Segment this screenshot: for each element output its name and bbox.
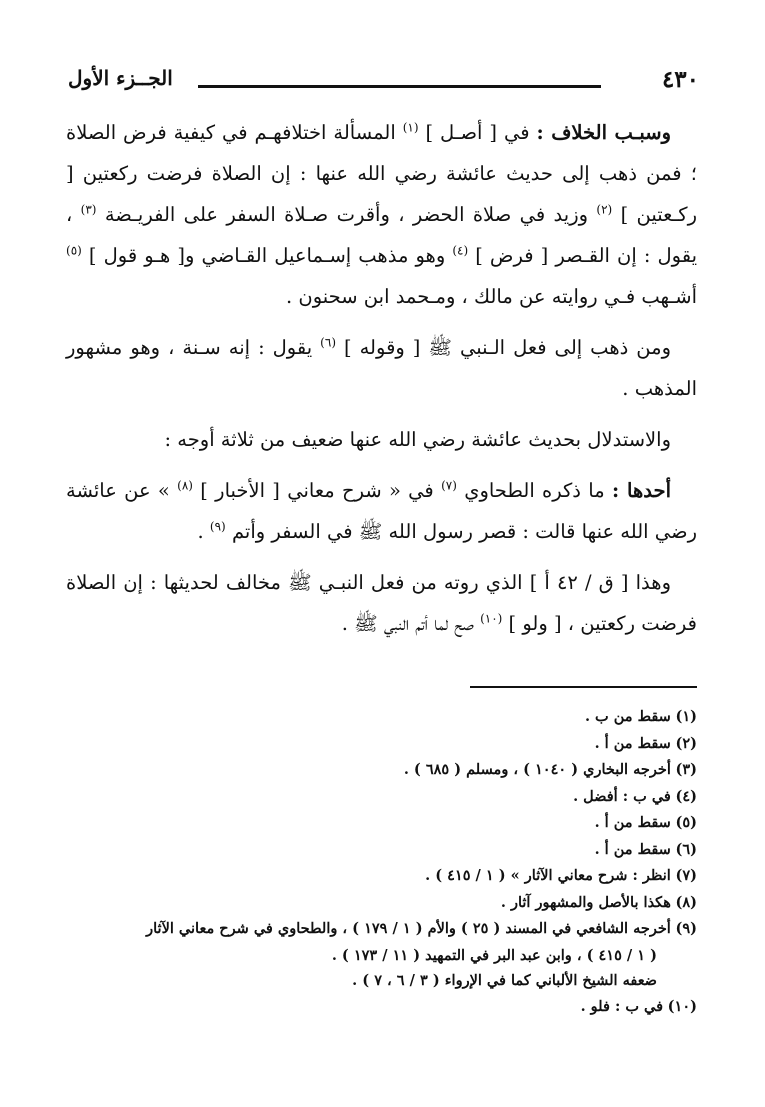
footnote-number: (٤) bbox=[675, 787, 697, 805]
paragraph-cause-of-dispute bbox=[66, 112, 697, 317]
footnote-marker: (١٠) bbox=[480, 611, 503, 626]
footnote-number: (٢) bbox=[675, 734, 697, 752]
footnote-number: (٧) bbox=[675, 867, 697, 884]
text-run: . bbox=[197, 520, 204, 543]
footnote bbox=[58, 863, 697, 890]
footnote-marker: (٨) bbox=[177, 478, 193, 493]
footnote-marker: (٧) bbox=[441, 478, 457, 493]
text-run: وهذا [ ق / ٤٢ أ ] الذي روته من فعل النبـي ﷺ مخالف لحديثها : إن الصلاة فرضت ركعتين ، [ ولو ] bbox=[66, 571, 697, 635]
text-run: وهو مذهب إسـماعيل القـاضي و[ هـو قول ] bbox=[88, 244, 446, 267]
footnotes bbox=[58, 704, 697, 1020]
paragraph-prophet-practice bbox=[66, 327, 697, 409]
footnote-text: سقط من أ . bbox=[594, 840, 671, 858]
footnote bbox=[58, 731, 697, 758]
text-run: والاستدلال بحديث عائشة رضي الله عنها ضعيف من ثلاثة أوجه : bbox=[164, 428, 671, 451]
footnote-continuation bbox=[58, 943, 697, 969]
footnote-number: (٦) bbox=[675, 840, 697, 858]
paragraph-argument bbox=[66, 419, 697, 460]
footnote-text: سقط من ب . bbox=[584, 708, 671, 725]
footnote-marker: (١) bbox=[402, 120, 419, 135]
page-header bbox=[68, 66, 699, 106]
footnote-marker: (٦) bbox=[320, 335, 336, 350]
footnote-text: أخرجه الشافعي في المسند ( ٢٥ ) والأم ( ١ / ١٧٩ ) ، والطحاوي في شرح معاني الآثار bbox=[146, 920, 671, 937]
footnote bbox=[58, 810, 697, 837]
footnote-text: سقط من أ . bbox=[594, 814, 671, 831]
footnote bbox=[58, 784, 697, 811]
main-text bbox=[66, 112, 697, 654]
text-run: وزيد في صلاة الحضر ، وأقرت صـلاة السفر على الفريـضة bbox=[104, 203, 589, 226]
text-run: يقول : إنه سـنة ، وهو مشهور المذهب . bbox=[66, 336, 697, 400]
footnote bbox=[58, 916, 697, 943]
footnote bbox=[58, 994, 697, 1021]
footnote-text: سقط من أ . bbox=[594, 734, 671, 752]
footnote-marker: (٩) bbox=[209, 519, 226, 534]
text-run: » عن عائشة رضي الله عنها قالت : قصر رسول الله ﷺ في السفر وأتم bbox=[66, 479, 697, 543]
footnote-number: (٣) bbox=[675, 761, 697, 778]
text-run: ، يقول : إن القـصر [ فرض ] bbox=[66, 203, 697, 267]
footnote-marker: (٢) bbox=[596, 202, 613, 217]
paragraph-first-point bbox=[66, 470, 697, 552]
footnote-text: ضعفه الشيخ الألباني كما في الإرواء ( ٣ / ٦ ، ٧ ) . bbox=[352, 972, 657, 989]
footnote-text: ( ١ / ٤١٥ ) ، وابن عبد البر في التمهيد ( ١١ / ١٧٣ ) . bbox=[331, 946, 657, 964]
footnote-marker: (٤) bbox=[452, 243, 469, 258]
footnote-text: أخرجه البخاري ( ١٠٤٠ ) ، ومسلم ( ٦٨٥ ) . bbox=[403, 761, 671, 778]
text-run: في « شرح معاني [ الأخبار ] bbox=[200, 479, 434, 502]
text-run: ما ذكره الطحاوي bbox=[464, 479, 605, 502]
footnote-text: انظر : شرح معاني الآثار » ( ١ / ٤١٥ ) . bbox=[425, 867, 671, 884]
text-run: صح لما أتم النبي ﷺ . bbox=[341, 612, 474, 635]
part-title: الجــزء الأول bbox=[68, 66, 173, 90]
section-lead: وسبـب الخلاف : bbox=[536, 121, 672, 144]
text-run: ومن ذهب إلى فعل الـنبي ﷺ [ وقوله ] bbox=[344, 336, 671, 359]
footnote-number: (١) bbox=[675, 708, 697, 725]
footnote-text: هكذا بالأصل والمشهور آثار . bbox=[500, 893, 671, 911]
text-run: في [ أصـل ] bbox=[425, 121, 530, 144]
footnote-marker: (٣) bbox=[80, 202, 97, 217]
footnote-text: في ب : أفضل . bbox=[573, 787, 671, 805]
footnote bbox=[58, 757, 697, 784]
text-run: المسألة اختلافهـم في كيفية فرض الصلاة ؛ فمن ذهب إلى حديث عائشة رضي الله عنها : إن الصلاة فرضت ركعتين [ ركـعتين ] bbox=[66, 121, 697, 226]
text-run: أشـهب فـي روايته عن مالك ، ومـحمد ابن سحنون . bbox=[286, 285, 697, 308]
page-number: ٤٣٠ bbox=[661, 66, 699, 93]
footnote-continuation bbox=[58, 968, 697, 994]
header-rule bbox=[198, 85, 601, 88]
footnote-marker: (٥) bbox=[66, 243, 82, 258]
footnote-text: في ب : فلو . bbox=[580, 997, 664, 1015]
footnote-separator bbox=[470, 686, 697, 688]
paragraph-contradiction bbox=[66, 562, 697, 644]
footnote-number: (٨) bbox=[675, 893, 697, 911]
footnote bbox=[58, 704, 697, 731]
point-lead: أحدها : bbox=[611, 479, 671, 502]
footnote-number: (١٠) bbox=[667, 997, 697, 1015]
footnote bbox=[58, 890, 697, 917]
footnote-number: (٩) bbox=[675, 920, 697, 937]
footnote-number: (٥) bbox=[675, 814, 697, 831]
footnote bbox=[58, 837, 697, 864]
